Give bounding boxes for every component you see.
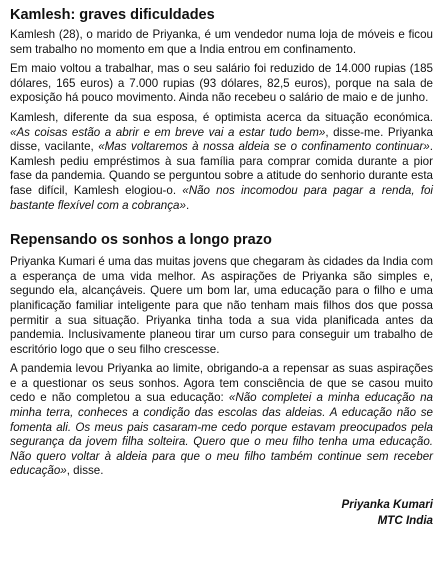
paragraph-kamlesh-intro: Kamlesh (28), o marido de Priyanka, é um vendedor numa loja de móveis e ficou sem trabalho no momento em que a India entrou em confinamento. — [10, 28, 433, 56]
text-run: , disse. — [66, 464, 104, 478]
quote-kamlesh-optimism: «As coisas estão a abrir e em breve vai a estar tudo bem» — [10, 125, 326, 139]
quote-kamlesh-landlord: «Não nos incomodou para pagar a renda, foi bastante flexível com a cobrança» — [10, 183, 433, 212]
quote-priyanka-village: «Mas voltaremos à nossa aldeia se o confinamento continuar» — [98, 140, 430, 154]
text-run: Kamlesh, diferente da sua esposa, é optimista acerca da situação económica. — [10, 110, 433, 124]
section-heading-dreams: Repensando os sonhos a longo prazo — [10, 232, 272, 249]
signature-organization: MTC India — [377, 514, 433, 528]
quote-priyanka-education: «Não completei a minha educação na minha terra, conheces a condição das escolas das aldeias. A educação não se fomenta ali. Os meus pais casaram-me cedo porque estavam preocupados pela segurança da jovem filha solteira. Quero que o meu filho tenha uma educação. Não quero voltar à aldeia para que o meu filho também continue sem receber educação» — [10, 391, 433, 478]
signature-block — [10, 497, 433, 529]
article — [10, 6, 433, 529]
paragraph-kamlesh-optimism — [10, 111, 433, 213]
text-run: . — [185, 198, 190, 212]
paragraph-kamlesh-salary: Em maio voltou a trabalhar, mas o seu salário foi reduzido de 14.000 rupias (185 dólares, 165 euros) a 7.000 rupias (93 dólares, 82,5 euros), porque na sala de exposição há pouco movimento. Ainda não recebeu o salário de maio e de junho. — [10, 62, 433, 105]
text-run: , disse-me. Priyanka disse, vacilante, — [10, 125, 433, 154]
paragraph-priyanka-aspirations: Priyanka Kumari é uma das muitas jovens que chegaram às cidades da India com a esperança de uma vida melhor. As aspirações de Priyanka são simples e, segundo ela, alcançáveis. Quere um bom lar, uma educação para o filho e uma planificação familiar inteligente para que não tenham mais filhos dos que possa permitir a sua situação. Priyanka tinha toda a sua vida planificada antes da pandemia. Inclusivamente planeou tirar um curso para conseguir um trabalho de escritório logo que o seu filho crescesse. — [10, 255, 433, 356]
signature-author: Priyanka Kumari — [341, 498, 433, 512]
text-run: A pandemia levou Priyanka ao limite, obrigando-a a repensar as suas aspirações e a questionar os seus sonhos. Agora tem consciência de que se casou muito cedo e não completou a sua educação: — [10, 362, 433, 405]
paragraph-priyanka-rethink — [10, 362, 433, 479]
section-heading-kamlesh: Kamlesh: graves dificuldades — [10, 7, 215, 23]
text-run: . Kamlesh pediu empréstimos à sua família para comprar comida durante a pior fase da pandemia. Quando se perguntou sobre a atitude do senhorio durante esta fase difícil, Kamlesh elogiou-o. — [10, 140, 433, 197]
